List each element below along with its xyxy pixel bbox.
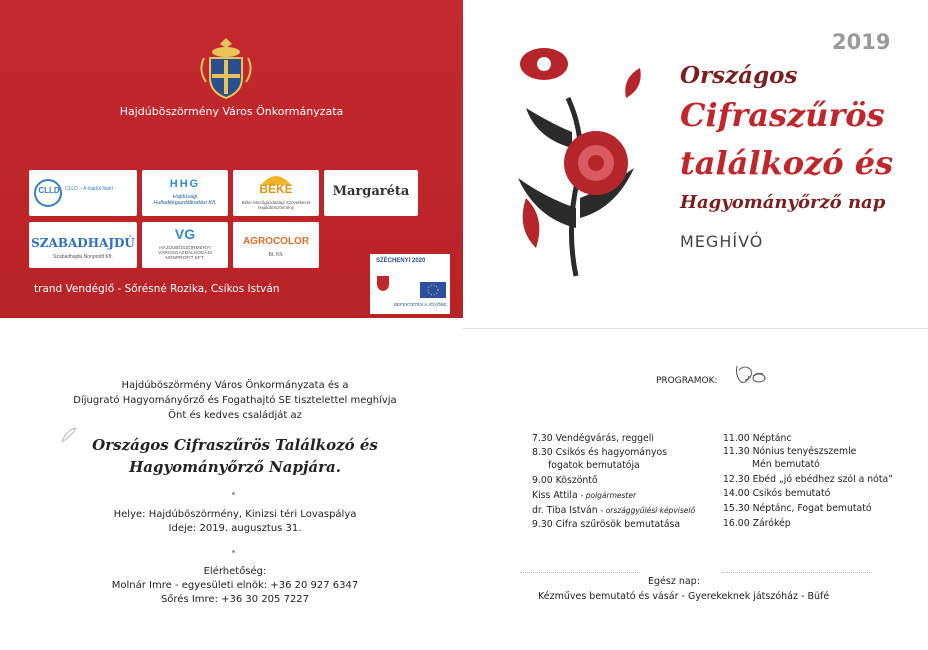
event-date: Ideje: 2019. augusztus 31. [168, 523, 302, 534]
agrocolor-logo-sub: Bt. Kft. [268, 252, 284, 258]
invitation-line3: Önt és kedves családját az [168, 410, 302, 421]
back-cover-footer: trand Vendéglő - Sőrésné Rozika, Csíkos István [34, 283, 280, 295]
szechenyi-sub: BEFEKTETÉS A JÖVŐBE [394, 302, 447, 307]
sponsor-logo-hhg [142, 170, 228, 216]
folk-flower-ornament-icon [506, 28, 646, 278]
program-title: PROGRAMOK: [656, 376, 718, 386]
sponsor-logo-szabadhajdu [29, 222, 137, 268]
program-item: 8.30 Csikós és hagyományos [532, 447, 667, 458]
speaker-role: - országgyűlési képviselő [600, 506, 696, 515]
szechenyi-2020-badge [370, 254, 450, 314]
invitation-title-line2: Hagyományőrző Napjára. [129, 458, 341, 476]
cover-title-line2: Cifraszűrös [680, 96, 885, 134]
program-item: 12.30 Ebéd „jó ebédhez szól a nóta” [723, 474, 893, 485]
contact-line2: Sőrés Imre: +36 30 205 7227 [160, 594, 310, 605]
szabadhajdu-logo-text: SZABADHAJDÚ [31, 236, 135, 250]
coat-of-arms-icon [196, 36, 256, 100]
clld-logo-sub: CLLD – A hajdúi fiúért [65, 186, 114, 192]
eu-flag-icon [420, 282, 446, 298]
contact-label: Elérhetőség: [203, 566, 267, 577]
program-item: fogatok bemutatója [548, 460, 640, 471]
program-item: 11.30 Nónius tenyészszemle [723, 446, 857, 457]
program-item: 9.00 Köszöntő [532, 475, 598, 486]
szabadhajdu-logo-sub: Szabadhajdú Nonprofit Kft. [53, 254, 113, 260]
cover-title-line4: Hagyományőrző nap [680, 192, 886, 213]
sponsor-logo-beke [233, 170, 319, 216]
program-item: Mén bemutató [752, 459, 820, 470]
cover-title-line1: Országos [680, 62, 798, 89]
fold-divider [463, 328, 928, 329]
program-ornament-icon [733, 362, 767, 388]
beke-logo-sub: Béke Mezőgazdasági Szövetkezet Hajdúböszörmény [241, 200, 311, 210]
invitation-line1: Hajdúböszörmény Város Önkormányzata és a [121, 380, 349, 391]
allday-activities: Kézműves bemutató és vásár - Gyerekeknek játszóház - Büfé [538, 591, 830, 602]
hhg-logo-text: HHG [169, 178, 201, 190]
cover-title-line3: találkozó és [680, 144, 894, 182]
vg-logo-text: VG [174, 226, 196, 242]
program-item: 15.30 Néptánc, Fogat bemutató [723, 503, 872, 514]
municipality-name: Hajdúböszörmény Város Önkormányzata [119, 105, 344, 118]
program-item: 7.30 Vendégvárás, reggeli [532, 433, 654, 444]
program-item [532, 505, 695, 516]
szechenyi-label: SZÉCHENYI 2020 [376, 258, 426, 264]
dotted-divider [722, 572, 872, 573]
sponsor-logo-margareta [324, 170, 418, 216]
margareta-logo-text: Margaréta [332, 184, 410, 199]
beke-logo-text: BÉKE [259, 182, 293, 196]
invitation-title-line1: Országos Cifraszűrös Találkozó és [92, 436, 378, 454]
speaker-name: Kiss Attila [532, 490, 578, 501]
sponsor-logo-agrocolor [233, 222, 319, 268]
clld-logo-text: CLLD [38, 186, 60, 195]
invitation-label: MEGHÍVÓ [680, 232, 764, 251]
invitation-line2: Díjugrató Hagyományőrző és Fogathajtó SE tisztelettel meghívja [73, 395, 397, 406]
program-item: 16.00 Zárókép [723, 518, 791, 529]
vg-logo-sub: HAJDÚBÖSZÖRMÉNYI VÁROSGAZDÁLKODÁSI NONPROFIT KFT. [157, 246, 213, 261]
contact-line1: Molnár Imre - egyesületi elnök: +36 20 927 6347 [111, 580, 359, 591]
event-place: Helye: Hajdúböszörmény, Kinizsi téri Lovaspálya [113, 509, 357, 520]
speaker-role: - polgármester [580, 491, 637, 500]
hhg-logo-sub: Hajdúsági Hulladékgazdálkodási Kft. [153, 194, 217, 206]
agrocolor-logo-text: AGROCOLOR [242, 236, 310, 247]
separator-dot [232, 550, 235, 553]
program-item: 11.00 Néptánc [723, 433, 792, 444]
sponsor-logo-vg [142, 222, 228, 268]
dotted-divider [520, 572, 640, 573]
year-label: 2019 [832, 30, 891, 54]
separator-dot [232, 492, 235, 495]
allday-label: Egész nap: [648, 576, 700, 587]
hungary-crest-icon [374, 274, 392, 292]
sponsor-logo-clld [29, 170, 137, 216]
program-item [532, 490, 636, 501]
program-item: 9.30 Cifra szűrösök bemutatása [532, 519, 681, 530]
program-item: 14.00 Csikós bemutató [723, 488, 831, 499]
speaker-name: dr. Tiba István [532, 505, 598, 516]
